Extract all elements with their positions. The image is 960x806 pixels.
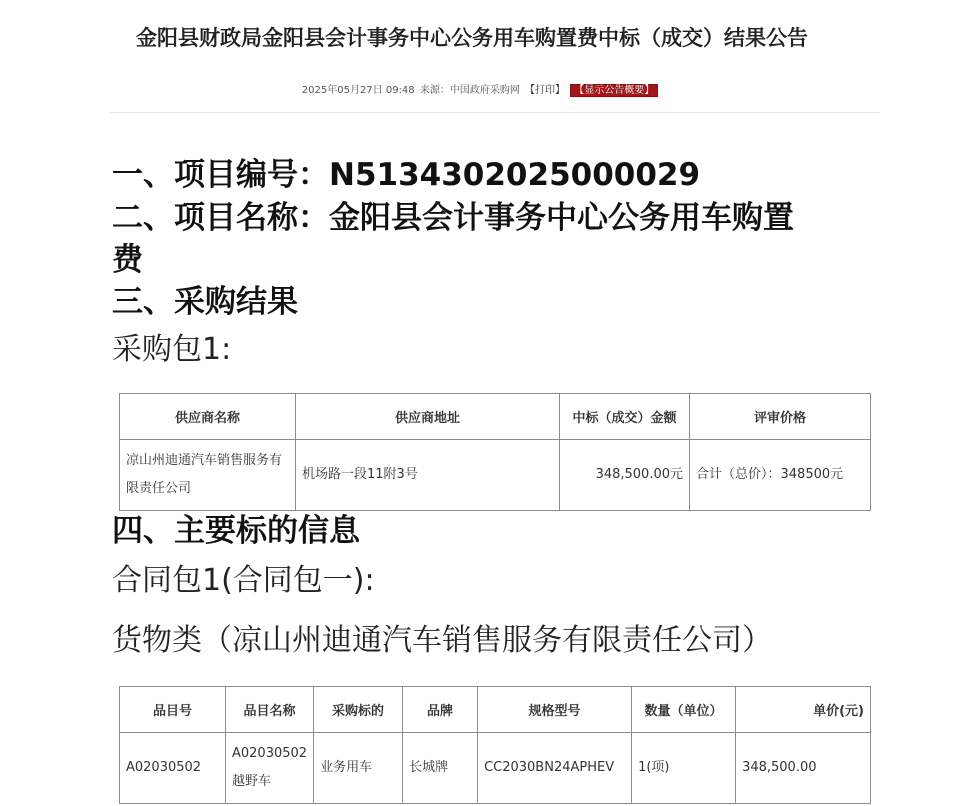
col-header: 供应商地址 [296,394,560,440]
table-header-row [120,394,871,440]
review-price: 合计（总价）：348500元 [690,440,871,511]
bid-amount: 348,500.00元 [560,440,690,511]
publish-date: 2025年05月27日 09:48 [301,85,415,96]
col-header: 数量（单位） [632,687,736,733]
item-code: A02030502 [120,733,226,804]
procurement-subject: 业务用车 [314,733,403,804]
col-header: 供应商名称 [120,394,296,440]
goods-type-label: 货物类（凉山州迪通汽车销售服务有限责任公司） [112,623,772,658]
meta-line [0,81,960,96]
brand: 长城牌 [403,733,478,804]
show-summary-button[interactable]: 【显示公告概要】 [570,84,658,97]
model: CC2030BN24APHEV [478,733,632,804]
col-header: 单价(元) [736,687,871,733]
package-label: 采购包1: [112,332,232,367]
supplier-address: 机场路一段11附3号 [296,440,560,511]
heading-subject-info: 四、主要标的信息 [112,513,360,549]
table-row [120,440,871,511]
source: 来源：中国政府采购网 [419,85,520,96]
heading-project-name-cont: 费 [112,242,143,278]
unit-price: 348,500.00 [736,733,871,804]
print-link[interactable]: 【打印】 [525,85,566,96]
result-table [119,393,871,511]
col-header: 规格型号 [478,687,632,733]
item-name: A02030502越野车 [226,733,314,804]
heading-project-name: 二、项目名称：金阳县会计事务中心公务用车购置 [112,200,794,236]
goods-table [119,686,871,804]
heading-project-no: 一、项目编号：N5134302025000029 [112,157,701,193]
quantity: 1(项) [632,733,736,804]
supplier-name: 凉山州迪通汽车销售服务有限责任公司 [120,440,296,511]
contract-package-label: 合同包1(合同包一): [112,563,375,598]
heading-result: 三、采购结果 [112,284,298,320]
page-title: 金阳县财政局金阳县会计事务中心公务用车购置费中标（成交）结果公告 [136,26,808,50]
col-header: 中标（成交）金额 [560,394,690,440]
col-header: 评审价格 [690,394,871,440]
table-row [120,733,871,804]
col-header: 采购标的 [314,687,403,733]
col-header: 品目名称 [226,687,314,733]
col-header: 品牌 [403,687,478,733]
divider [110,112,880,113]
col-header: 品目号 [120,687,226,733]
table-header-row [120,687,871,733]
